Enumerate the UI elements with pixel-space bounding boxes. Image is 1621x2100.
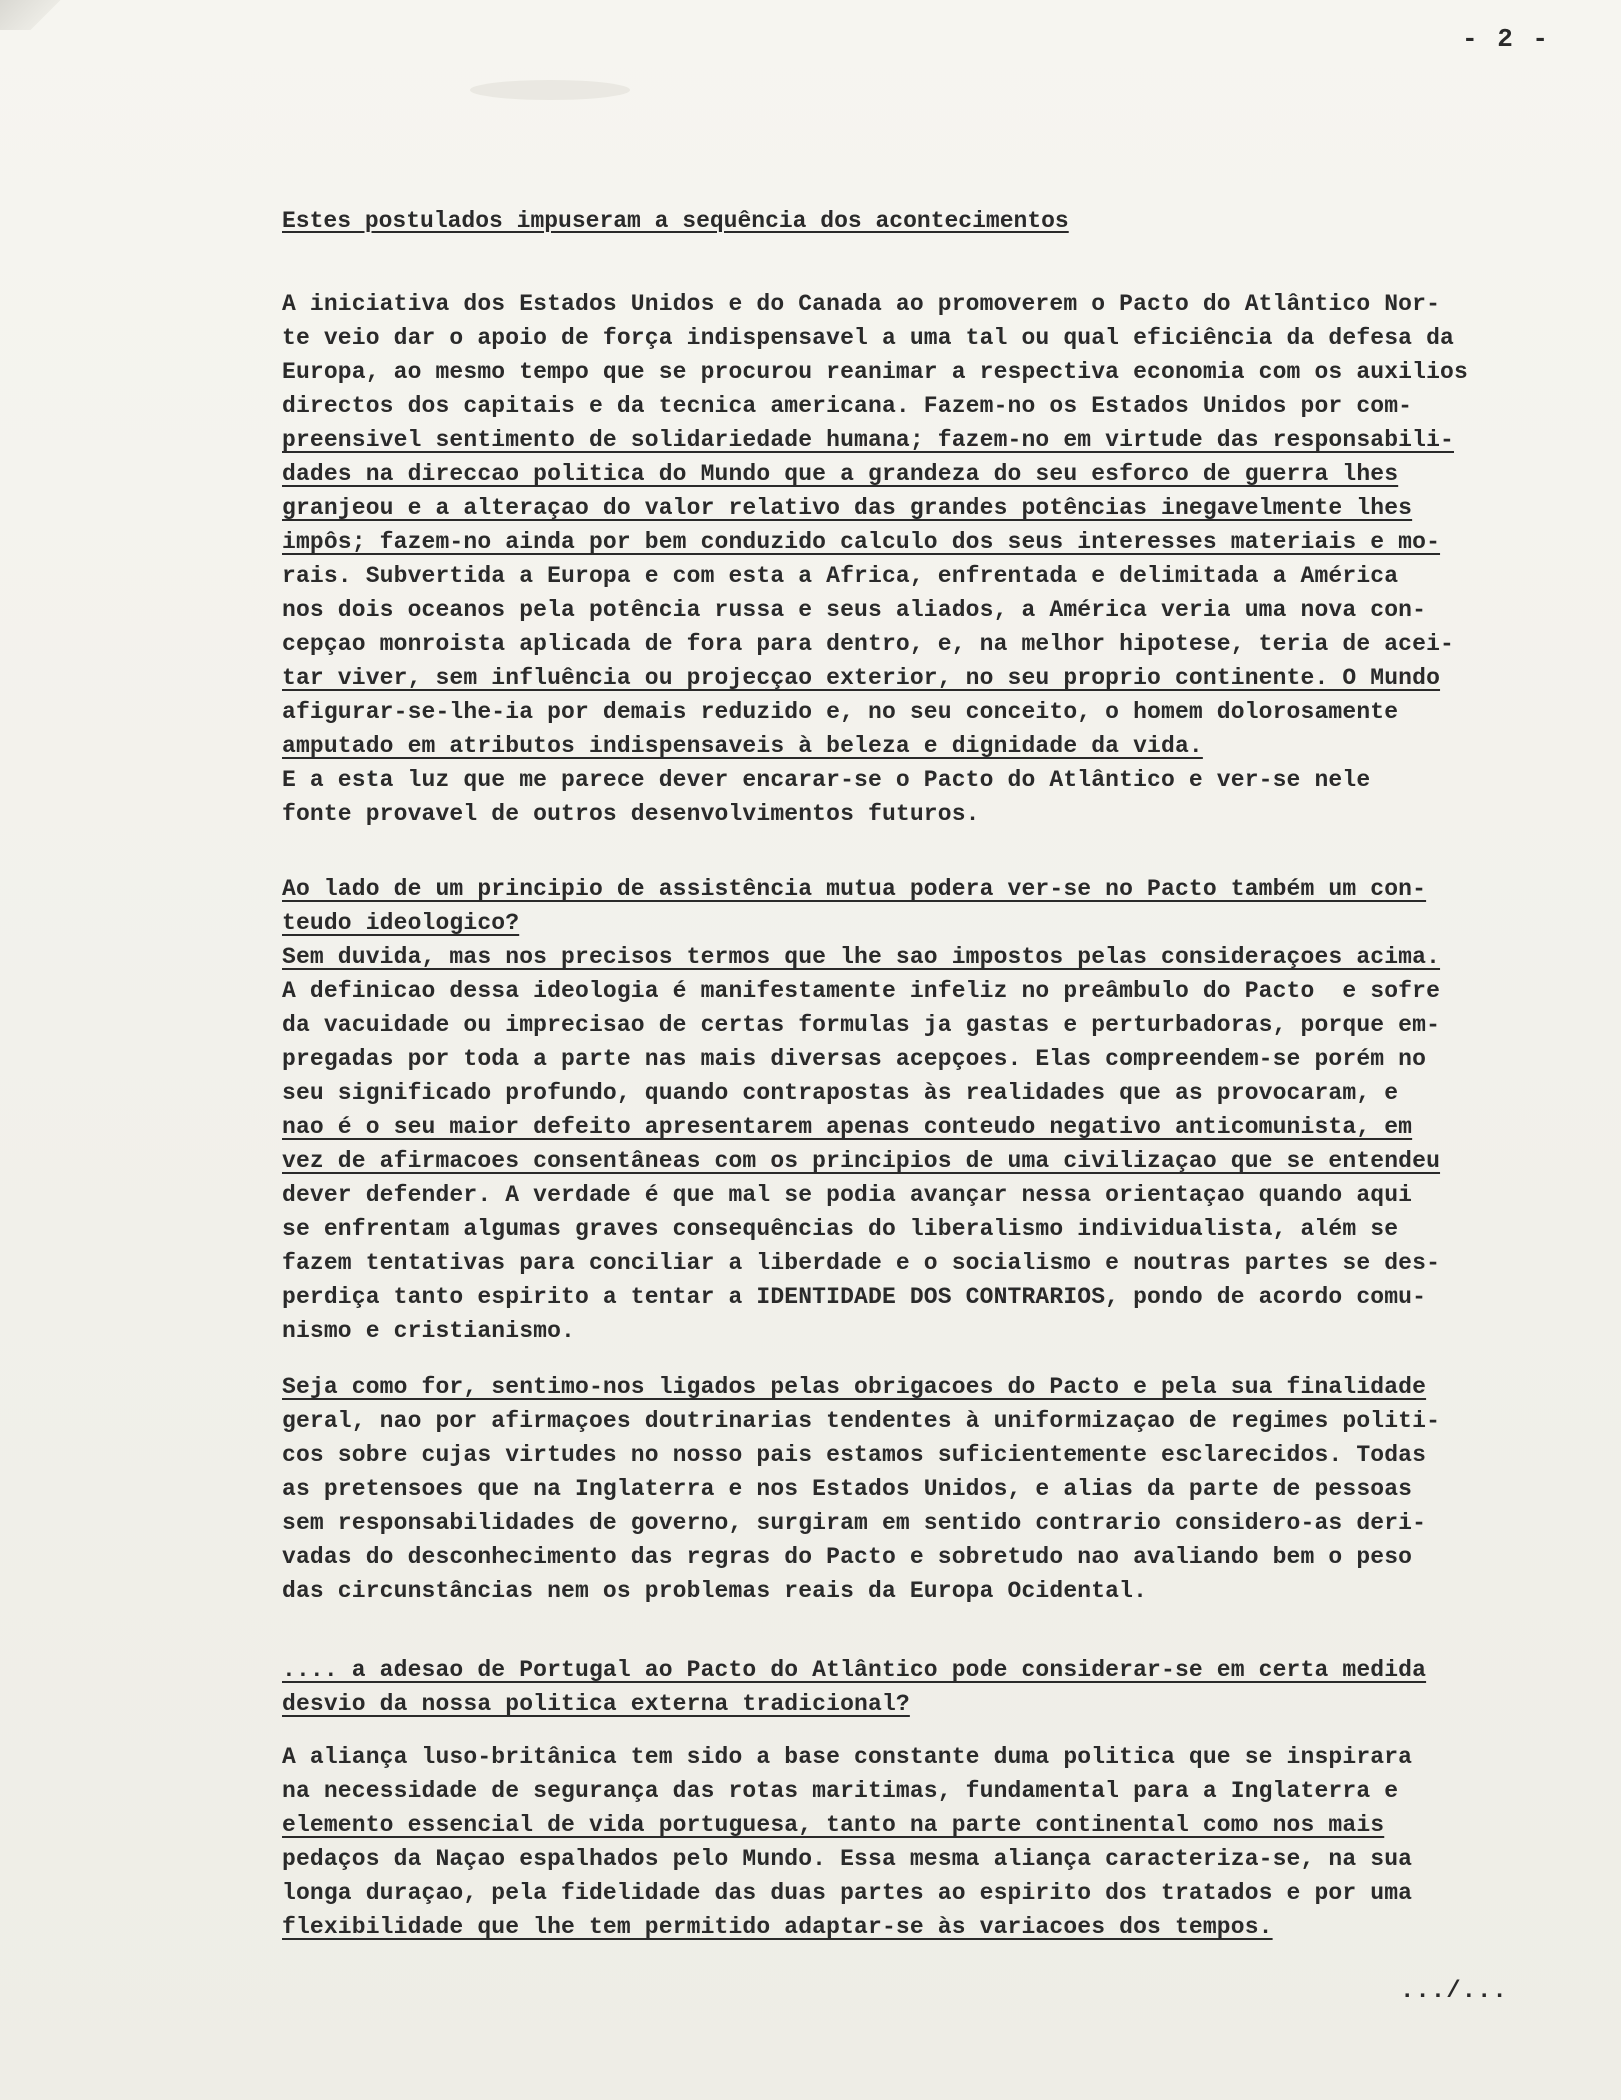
text-line: vadas do desconhecimento das regras do Pacto e sobretudo nao avaliando bem o peso [282,1544,1413,1570]
paper-stain [470,80,630,100]
text-line: nos dois oceanos pela potência russa e seus aliados, a América veria uma nova con- [282,597,1427,623]
text-line: afigurar-se-lhe-ia por demais reduzido e, no seu conceito, o homem dolorosamente [282,699,1399,725]
text-line: das circunstâncias nem os problemas reais da Europa Ocidental. [282,1578,1148,1604]
text-line: A aliança luso-britânica tem sido a base constante duma politica que se inspirara [282,1744,1413,1770]
text-line: rais. Subvertida a Europa e com esta a Africa, enfrentada e delimitada a América [282,563,1399,589]
text-line: impôs; fazem-no ainda por bem conduzido calculo dos seus interesses materiais e mo- [282,529,1441,555]
text-line: granjeou e a alteraçao do valor relativo das grandes potências inegavelmente lhes [282,495,1413,521]
continuation-mark: .../... [1400,1978,1508,2005]
text-line: amputado em atributos indispensaveis à beleza e dignidade da vida. [282,733,1203,759]
text-line: Europa, ao mesmo tempo que se procurou reanimar a respectiva economia com os auxilios [282,359,1468,385]
paragraph-1 [282,287,1602,831]
paragraph-2 [282,872,1602,1348]
text-line: E a esta luz que me parece dever encarar-se o Pacto do Atlântico e ver-se nele [282,767,1371,793]
text-line: dades na direccao politica do Mundo que a grandeza do seu esforco de guerra lhes [282,461,1399,487]
text-line: geral, nao por afirmaçoes doutrinarias tendentes à uniformizaçao de regimes politi- [282,1408,1441,1434]
text-line: pregadas por toda a parte nas mais diversas acepçoes. Elas compreendem-se porém no [282,1046,1427,1072]
text-line: directos dos capitais e da tecnica americana. Fazem-no os Estados Unidos por com- [282,393,1413,419]
text-line: Sem duvida, mas nos precisos termos que lhe sao impostos pelas consideraçoes acima. [282,944,1441,970]
text-line: cepçao monroista aplicada de fora para dentro, e, na melhor hipotese, teria de acei- [282,631,1454,657]
text-line: fonte provavel de outros desenvolvimentos futuros. [282,801,980,827]
text-line: dever defender. A verdade é que mal se podia avançar nessa orientaçao quando aqui [282,1182,1413,1208]
section-heading: Estes postulados impuseram a sequência dos acontecimentos [282,208,1069,234]
text-line: preensivel sentimento de solidariedade humana; fazem-no em virtude das responsabili- [282,427,1454,453]
text-line: pedaços da Naçao espalhados pelo Mundo. Essa mesma aliança caracteriza-se, na sua [282,1846,1413,1872]
text-line: as pretensoes que na Inglaterra e nos Estados Unidos, e alias da parte de pessoas [282,1476,1413,1502]
text-line: sem responsabilidades de governo, surgiram em sentido contrario considero-as deri- [282,1510,1427,1536]
text-line: nismo e cristianismo. [282,1318,575,1344]
text-line: na necessidade de segurança das rotas maritimas, fundamental para a Inglaterra e [282,1778,1399,1804]
paragraph-3 [282,1370,1602,1608]
text-line: Ao lado de um principio de assistência mutua podera ver-se no Pacto também um con- [282,876,1427,902]
text-line: A definicao dessa ideologia é manifestamente infeliz no preâmbulo do Pacto e sofre [282,978,1441,1004]
text-line: da vacuidade ou imprecisao de certas formulas ja gastas e perturbadoras, porque em- [282,1012,1441,1038]
text-line: longa duraçao, pela fidelidade das duas partes ao espirito dos tratados e por uma [282,1880,1413,1906]
text-line: fazem tentativas para conciliar a liberdade e o socialismo e noutras partes se des- [282,1250,1441,1276]
paragraph-4 [282,1653,1602,1721]
text-line: A iniciativa dos Estados Unidos e do Canada ao promoverem o Pacto do Atlântico Nor- [282,291,1441,317]
text-line: seu significado profundo, quando contrapostas às realidades que as provocaram, e [282,1080,1399,1106]
text-line: elemento essencial de vida portuguesa, tanto na parte continental como nos mais [282,1812,1385,1838]
text-line: .... a adesao de Portugal ao Pacto do Atlântico pode considerar-se em certa medida [282,1657,1427,1683]
text-line: Seja como for, sentimo-nos ligados pelas obrigacoes do Pacto e pela sua finalidade [282,1374,1427,1400]
text-line: te veio dar o apoio de força indispensavel a uma tal ou qual eficiência da defesa da [282,325,1454,351]
text-line: cos sobre cujas virtudes no nosso pais estamos suficientemente esclarecidos. Todas [282,1442,1427,1468]
text-line: vez de afirmacoes consentâneas com os principios de uma civilizaçao que se entendeu [282,1148,1441,1174]
page-number: - 2 - [1462,24,1551,54]
text-line: flexibilidade que lhe tem permitido adaptar-se às variacoes dos tempos. [282,1914,1273,1940]
paragraph-5 [282,1740,1602,1944]
text-line: se enfrentam algumas graves consequências do liberalismo individualista, além se [282,1216,1399,1242]
text-line: desvio da nossa politica externa tradicional? [282,1691,910,1717]
text-line: teudo ideologico? [282,910,520,936]
text-line: perdiça tanto espirito a tentar a IDENTIDADE DOS CONTRARIOS, pondo de acordo comu- [282,1284,1427,1310]
folded-corner [0,0,70,30]
text-line: nao é o seu maior defeito apresentarem apenas conteudo negativo anticomunista, em [282,1114,1413,1140]
text-line: tar viver, sem influência ou projecçao exterior, no seu proprio continente. O Mundo [282,665,1441,691]
